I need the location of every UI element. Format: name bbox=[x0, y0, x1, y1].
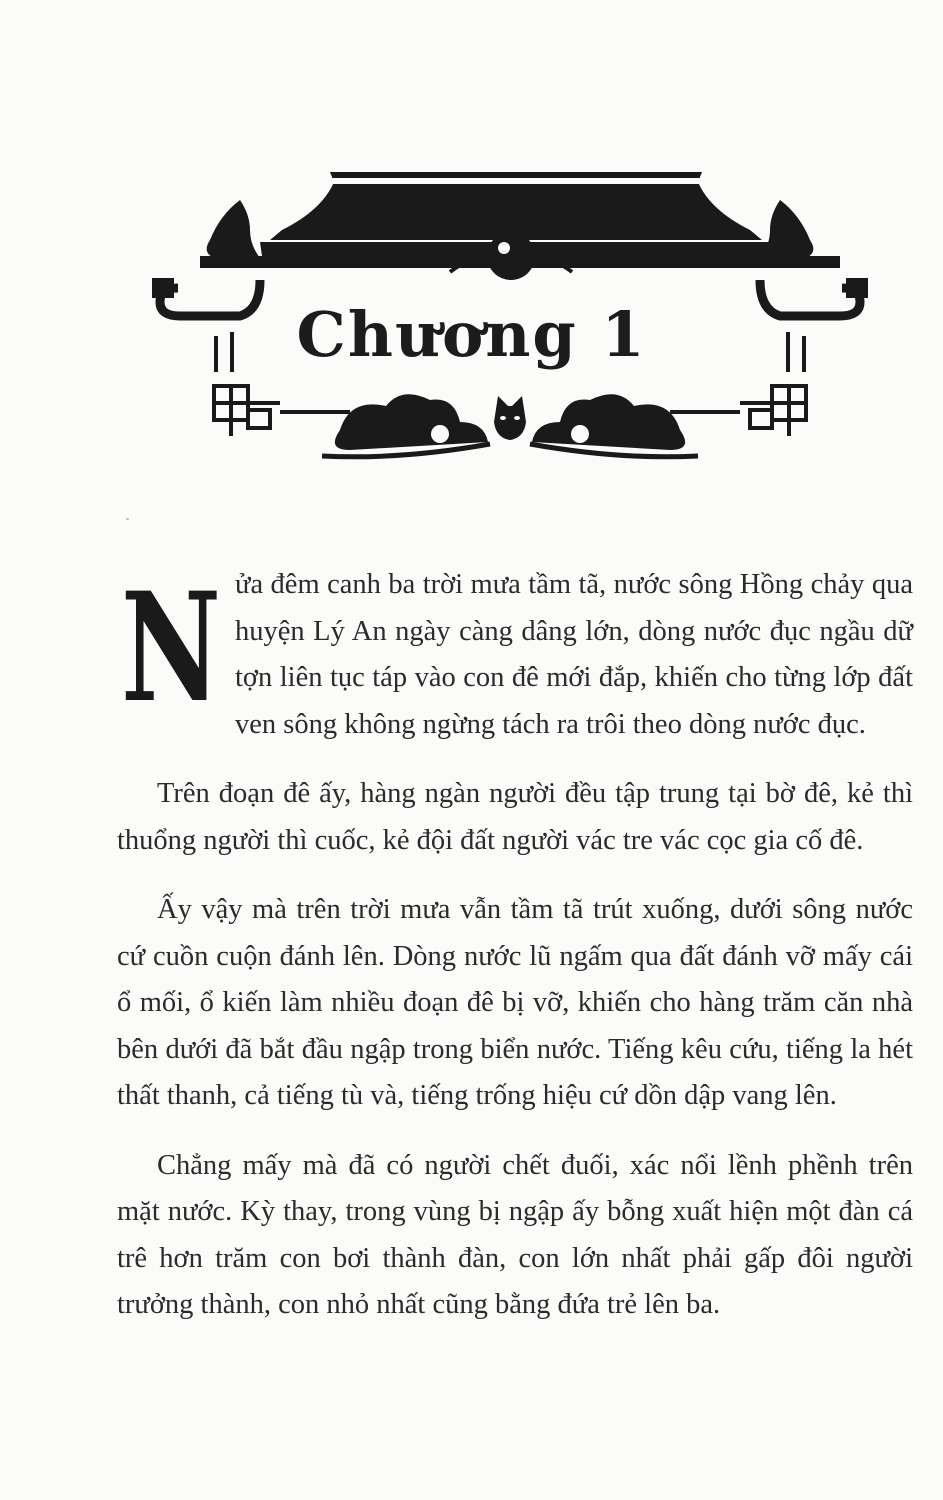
chapter-title: Chương 1 bbox=[296, 298, 647, 371]
paragraph-1 bbox=[117, 562, 913, 748]
paragraph-4: Chẳng mấy mà đã có người chết đuối, xác nổi lềnh phềnh trên mặt nước. Kỳ thay, trong vùng bị ngập ấy bỗng xuất hiện một đàn cá trê hơn trăm con bơi thành đàn, con lớn nhất phải gấp đôi người trưởng thành, con nhỏ nhất cũng bằng đứa trẻ lên ba. bbox=[117, 1149, 913, 1320]
paragraph-1-text: ửa đêm canh ba trời mưa tầm tã, nước sông Hồng chảy qua huyện Lý An ngày càng dâng lớn, dòng nước đục ngầu dữ tợn liên tục táp vào con đê mới đắp, khiến cho từng lớp đất ven sông không ngừng tách ra trôi theo dòng nước đục. bbox=[235, 569, 913, 740]
paragraph-2: Trên đoạn đê ấy, hàng ngàn người đều tập trung tại bờ đê, kẻ thì thuổng người thì cuốc, kẻ đội đất người vác tre vác cọc gia cố đê. bbox=[117, 778, 913, 856]
svg-text:N: N bbox=[121, 560, 221, 736]
paper-speck bbox=[126, 518, 129, 520]
paragraph-3: Ấy vậy mà trên trời mưa vẫn tầm tã trút xuống, dưới sông nước cứ cuồn cuộn đánh lên. Dòng nước lũ ngấm qua đất đánh vỡ mấy cái ổ mối, ổ kiến làm nhiều đoạn đê bị vỡ, khiến cho hàng trăm căn nhà bên dưới đã bắt đầu ngập trong biển nước. Tiếng kêu cứu, tiếng la hét thất thanh, cả tiếng tù và, tiếng trống hiệu cứ dồn dập vang lên. bbox=[117, 894, 913, 1111]
chapter-body bbox=[117, 562, 913, 1352]
dropcap bbox=[117, 560, 225, 736]
cat-face-icon bbox=[494, 396, 526, 440]
